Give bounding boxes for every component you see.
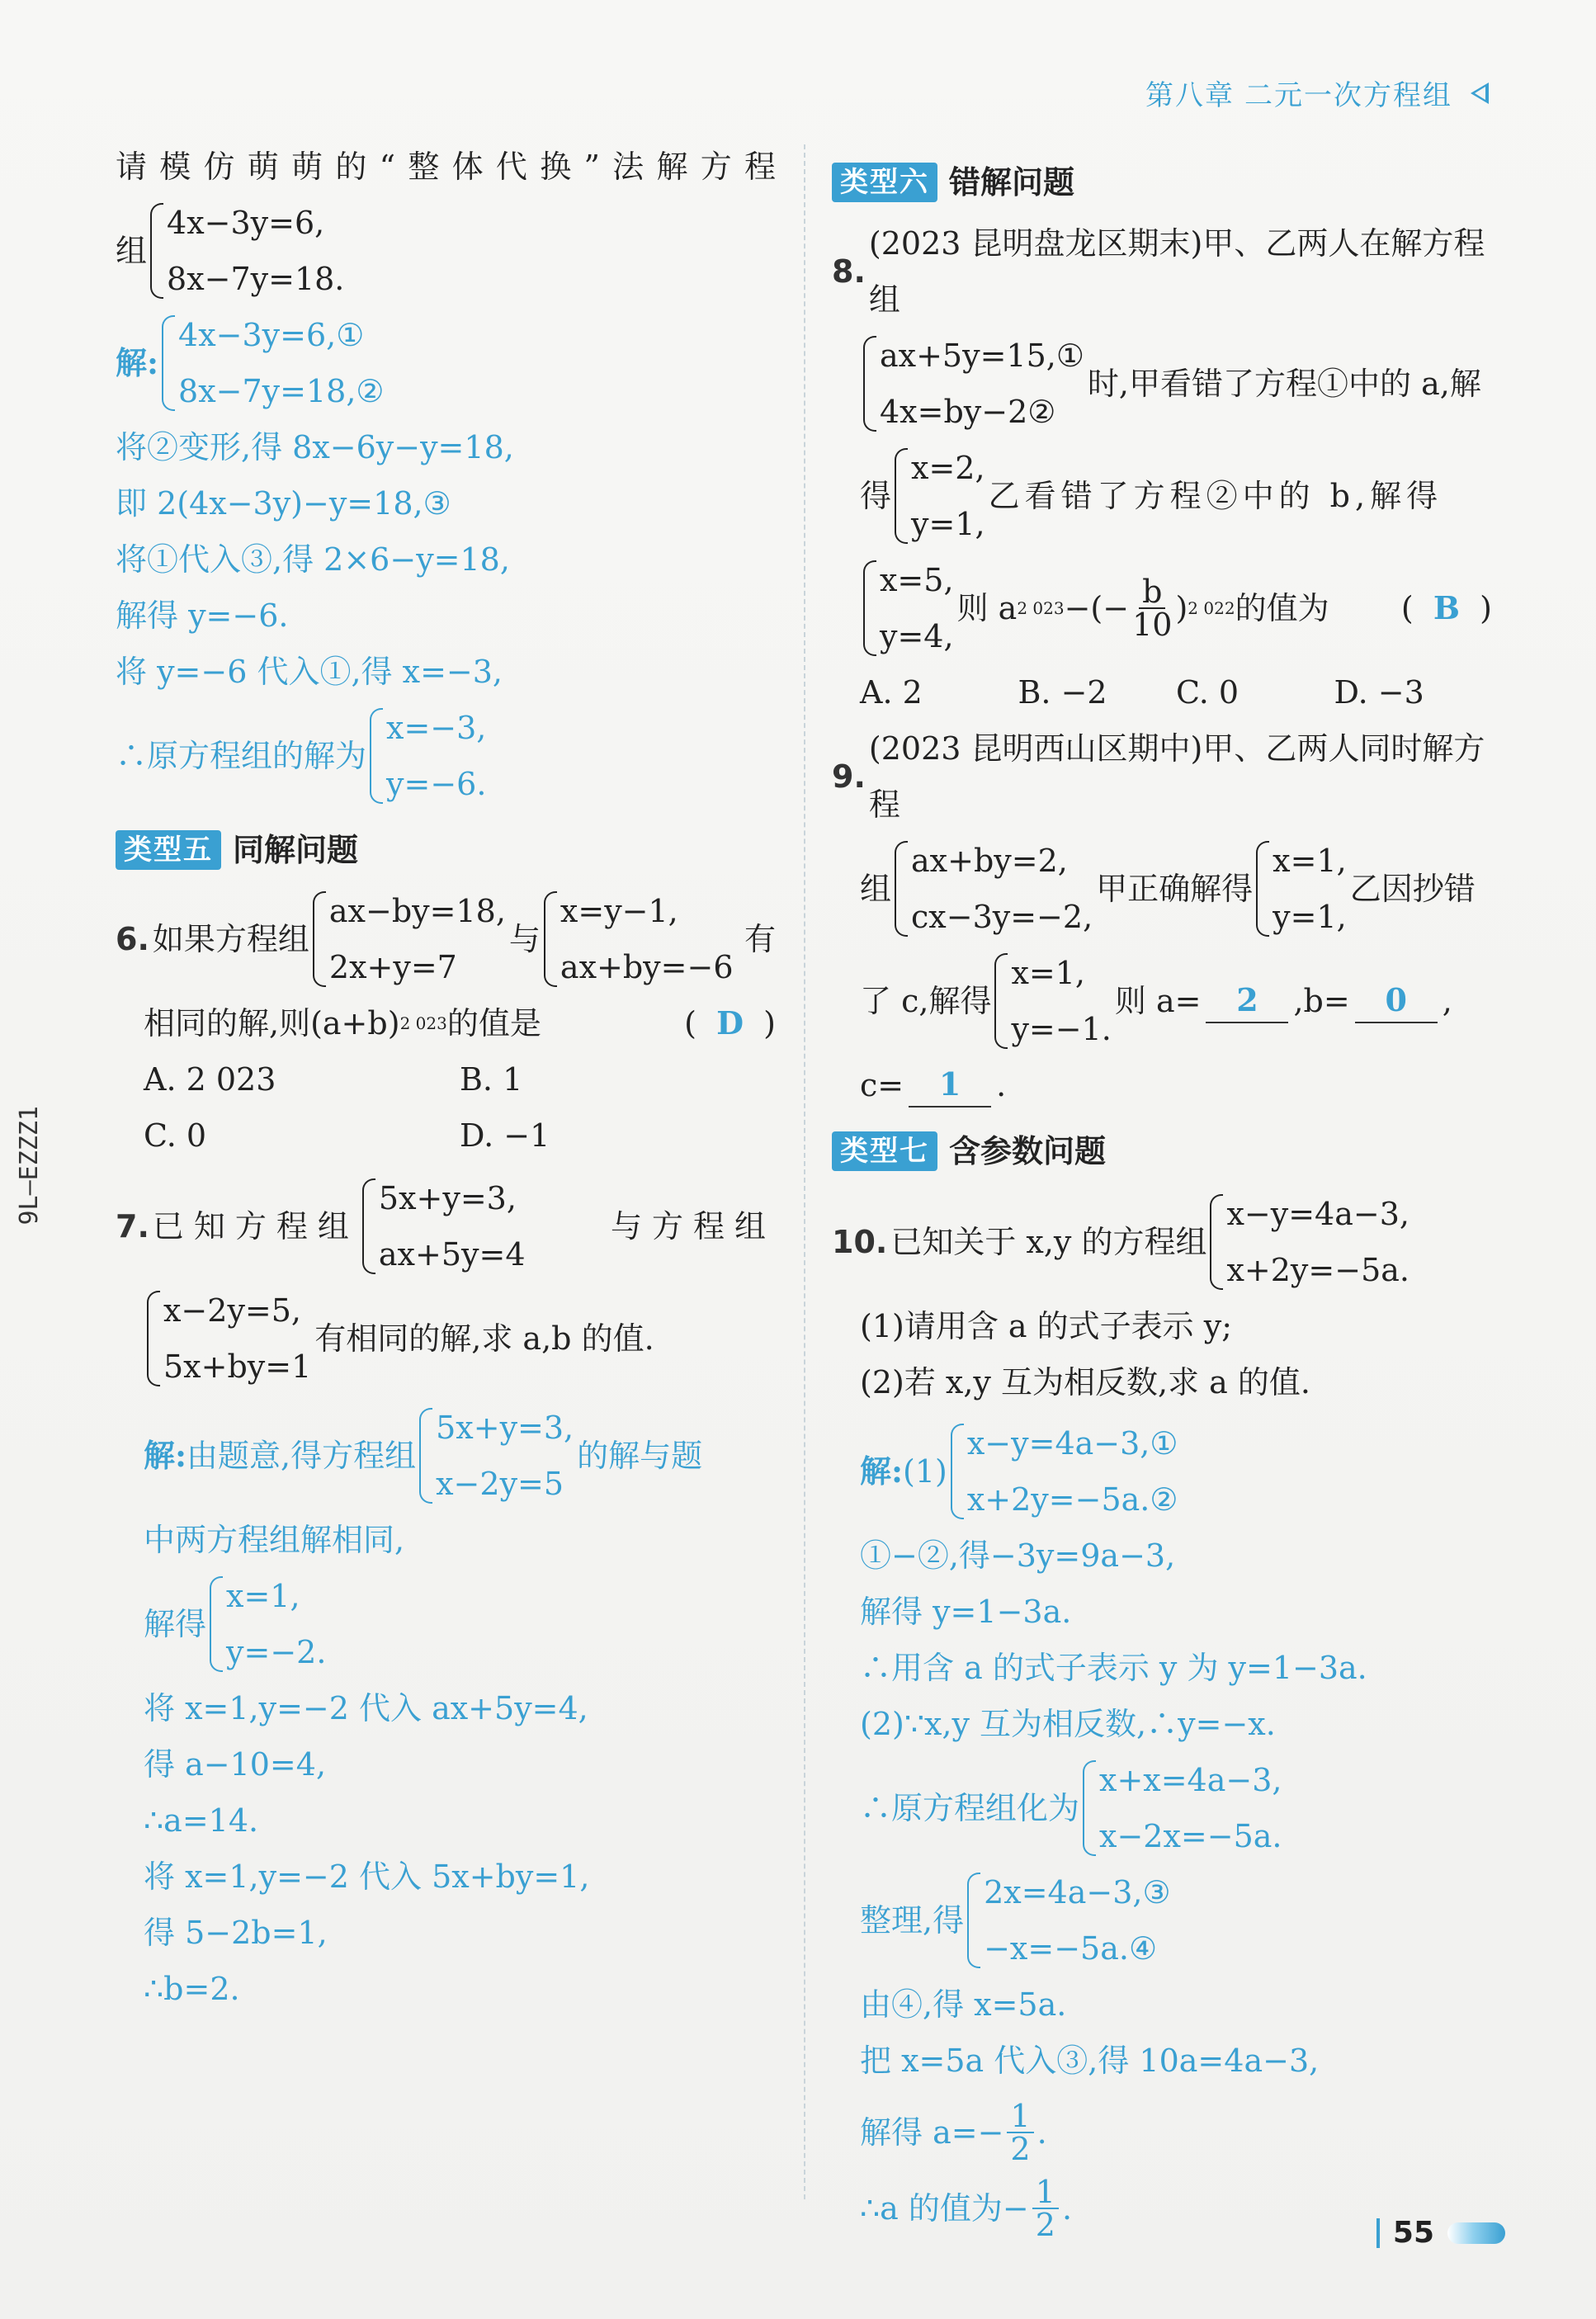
side-code: 9L—EZZZ1 <box>15 1106 44 1226</box>
section-badge: 类型七 <box>832 1131 937 1171</box>
solution-line: . <box>1036 2114 1047 2151</box>
right-column <box>832 144 1492 2241</box>
brace <box>895 448 908 544</box>
question-text: 的值是 <box>446 1005 541 1041</box>
question-text: 得 <box>860 478 892 514</box>
fraction: $\frac{1}{2}$ <box>1007 2100 1033 2165</box>
equation: x+2y=−5a.② <box>966 1481 1178 1518</box>
equation: x=−3, <box>386 710 487 746</box>
equation: x−2y=5, <box>163 1292 302 1329</box>
equation: 5x+y=3, <box>436 1410 574 1446</box>
question-9 <box>832 720 1492 1113</box>
section-name: 同解问题 <box>233 832 359 868</box>
option: D. −3 <box>1334 674 1424 711</box>
equation: ax−by=18, <box>328 893 506 929</box>
question-number: 6. <box>116 921 149 957</box>
option: B. −2 <box>1018 674 1107 711</box>
brace <box>1083 1760 1096 1856</box>
fraction: $\frac{b}{10}$ <box>1132 574 1173 643</box>
question-number: 7. <box>116 1208 149 1245</box>
equation: x=1, <box>1011 955 1085 991</box>
question-part: (1)请用含 a 的式子表示 y; <box>860 1308 1232 1344</box>
question-text: 的值为 <box>1235 590 1329 626</box>
solution-block <box>116 307 776 812</box>
equation: x=y−1, <box>560 893 678 929</box>
equation: x=5, <box>880 562 954 598</box>
section-name: 含参数问题 <box>949 1133 1107 1169</box>
answer: D <box>716 1004 744 1041</box>
intro-prefix: 组 <box>116 233 148 269</box>
question-text: −(− <box>1064 590 1130 626</box>
question-text: . <box>996 1067 1007 1103</box>
question-text: 相同的解,则(a+b) <box>144 1005 400 1041</box>
system <box>863 328 1084 440</box>
brace <box>895 841 908 937</box>
question-text: 了 c,解得 <box>860 983 992 1019</box>
question-text: 有相同的解,求 a,b 的值. <box>314 1320 654 1357</box>
equation: x−y=4a−3,① <box>966 1425 1178 1462</box>
brace <box>313 891 326 987</box>
system <box>895 440 985 552</box>
system <box>419 1400 574 1512</box>
system <box>1256 833 1347 945</box>
question-part: (2)若 x,y 互为相反数,求 a 的值. <box>860 1364 1310 1400</box>
solution-line: 解得 a=− <box>860 2114 1004 2151</box>
equation: 4x−3y=6, <box>167 205 325 241</box>
system <box>863 552 954 664</box>
exponent: 2 023 <box>1017 598 1065 618</box>
chapter-title: 二元一次方程组 <box>1244 79 1452 112</box>
equation: x=1, <box>226 1578 300 1614</box>
brace <box>967 1873 980 1968</box>
solution-line: 得 a−10=4, <box>144 1746 327 1783</box>
question-10 <box>832 1186 1492 2241</box>
brace <box>150 203 163 299</box>
solution-line: 解得 y=1−3a. <box>860 1594 1072 1630</box>
equation: y=1, <box>911 506 985 542</box>
solution-line: ∴a 的值为− <box>860 2190 1029 2227</box>
equation: ax+by=−6 <box>560 949 734 985</box>
brace <box>863 336 876 432</box>
question-text: 甲正确解得 <box>1096 871 1254 907</box>
section-badge: 类型六 <box>832 163 937 202</box>
question-text: ,b= <box>1293 983 1350 1019</box>
question-7 <box>116 1170 776 2017</box>
column-divider <box>804 144 805 2199</box>
option: A. 2 023 <box>144 1061 276 1098</box>
brace <box>1256 841 1269 937</box>
solution-line: 解得 y=−6. <box>116 597 289 634</box>
section-badge: 类型五 <box>116 830 221 870</box>
page-header <box>1145 73 1489 113</box>
section-title-6 <box>832 154 1492 210</box>
question-text: , <box>1442 983 1452 1019</box>
solution-line: 得 5−2b=1, <box>144 1915 328 1951</box>
question-text: 如果方程组 <box>152 921 309 957</box>
system <box>313 883 506 995</box>
brace <box>1210 1194 1223 1290</box>
section-name: 错解问题 <box>949 164 1075 201</box>
option: B. 1 <box>460 1061 523 1098</box>
question-text: ) <box>1175 590 1188 626</box>
final-solution-system <box>370 700 486 812</box>
brace <box>210 1576 223 1672</box>
equation: ax+by=2, <box>911 843 1068 879</box>
page-number: 55 <box>1392 2216 1434 2250</box>
footer-decoration-icon <box>1447 2222 1505 2244</box>
solution-line: 中两方程组解相同, <box>144 1522 405 1558</box>
equation: x−y=4a−3, <box>1226 1196 1409 1232</box>
solution-system <box>162 307 384 419</box>
system <box>147 1282 311 1395</box>
system <box>951 1415 1178 1528</box>
question-text: 乙因抄错 <box>1349 871 1476 907</box>
intro-system <box>150 195 344 307</box>
question-text: 已知关于 x,y 的方程组 <box>890 1224 1207 1260</box>
equation: x+2y=−5a. <box>1226 1252 1409 1288</box>
solution-line: . <box>1061 2190 1073 2227</box>
equation: 5x+y=3, <box>378 1180 517 1216</box>
solution-line: ∴用含 a 的式子表示 y 为 y=1−3a. <box>860 1650 1367 1686</box>
question-text: (2023 昆明盘龙区期末)甲、乙两人在解方程组 <box>868 225 1485 318</box>
question-number: 8. <box>832 253 866 290</box>
question-6 <box>116 883 776 1164</box>
equation: 2x+y=7 <box>328 949 457 985</box>
question-text: 乙看错了方程②中的 b,解得 <box>988 478 1443 514</box>
system <box>1083 1752 1282 1864</box>
solution-line: ①−②,得−3y=9a−3, <box>860 1537 1176 1574</box>
solution-line: ∴原方程组化为 <box>860 1790 1080 1826</box>
solution-line: 即 2(4x−3y)−y=18,③ <box>116 485 451 522</box>
exponent: 2 022 <box>1188 598 1235 618</box>
option: C. 0 <box>144 1117 207 1154</box>
system <box>544 883 734 995</box>
answer-paren: ( D ) <box>684 1004 776 1041</box>
question-8 <box>832 215 1492 720</box>
brace <box>994 953 1008 1049</box>
solution-line: 将②变形,得 8x−6y−y=18, <box>116 429 514 465</box>
equation: 8x−7y=18,② <box>178 373 385 409</box>
brace <box>951 1424 964 1519</box>
question-text: 与方程组 <box>610 1208 776 1245</box>
question-text: c= <box>860 1067 904 1103</box>
equation: y=−2. <box>226 1634 327 1670</box>
equation: ax+5y=15,① <box>880 338 1084 374</box>
left-column <box>116 139 776 2017</box>
solution-line: (2)∵x,y 互为相反数,∴y=−x. <box>860 1706 1276 1742</box>
equation: 4x−3y=6,① <box>178 317 365 353</box>
brace <box>362 1178 375 1274</box>
equation: y=4, <box>880 618 954 654</box>
option: C. 0 <box>1176 674 1239 711</box>
page-footer <box>1376 2216 1505 2250</box>
intro-line: 请模仿萌萌的“整体代换”法解方程 <box>116 149 776 185</box>
equation: ax+5y=4 <box>378 1236 526 1273</box>
option: A. 2 <box>860 674 923 711</box>
question-number: 10. <box>832 1224 888 1260</box>
system <box>967 1864 1170 1977</box>
equation: y=1, <box>1273 899 1347 935</box>
solution-label: 解: <box>144 1437 187 1474</box>
solution-line: (1) <box>903 1453 947 1490</box>
answer-blank-c: 1 <box>909 1063 991 1108</box>
system <box>1210 1186 1409 1298</box>
triangle-left-icon <box>1471 83 1489 104</box>
system <box>210 1568 326 1680</box>
question-text: 与 <box>508 921 541 957</box>
equation: 8x−7y=18. <box>167 261 345 297</box>
system <box>362 1170 526 1282</box>
question-number: 9. <box>832 758 866 795</box>
answer: B <box>1433 589 1461 626</box>
brace <box>370 708 383 804</box>
q7-solution <box>116 1400 776 2017</box>
question-text: 则 a <box>956 590 1018 626</box>
equation: 2x=4a−3,③ <box>984 1874 1171 1910</box>
equation: y=−1. <box>1011 1011 1112 1047</box>
answer-blank-b: 0 <box>1355 979 1438 1023</box>
equation: cx−3y=−2, <box>911 899 1093 935</box>
solution-line: 解得 <box>144 1606 207 1642</box>
equation: −x=−5a.④ <box>984 1930 1158 1967</box>
exponent: 2 023 <box>399 1013 447 1033</box>
question-text: 则 a= <box>1114 983 1202 1019</box>
brace <box>544 891 557 987</box>
solution-line: ∴原方程组的解为 <box>116 738 367 774</box>
question-text: 有 <box>744 921 776 957</box>
question-text: 已知方程组 <box>152 1208 359 1245</box>
section-title-5 <box>116 822 776 878</box>
system <box>994 945 1111 1057</box>
question-text: (2023 昆明西山区期中)甲、乙两人同时解方程 <box>868 730 1485 823</box>
equation: x−2y=5 <box>436 1466 564 1502</box>
equation: x−2x=−5a. <box>1099 1818 1282 1854</box>
solution-line: 由题意,得方程组 <box>187 1438 417 1474</box>
system <box>895 833 1093 945</box>
question-text: 组 <box>860 871 892 907</box>
chapter-label: 第八章 <box>1145 79 1235 112</box>
intro-system-row <box>116 195 776 307</box>
solution-label: 解: <box>116 344 159 381</box>
fraction: $\frac{1}{2}$ <box>1032 2176 1059 2241</box>
solution-line: 将 x=1,y=−2 代入 ax+5y=4, <box>144 1690 588 1726</box>
solution-line: ∴b=2. <box>144 1971 240 2007</box>
brace <box>147 1291 160 1386</box>
equation: x=1, <box>1273 843 1347 879</box>
solution-line: 将①代入③,得 2×6−y=18, <box>116 541 510 578</box>
solution-label: 解: <box>860 1452 904 1490</box>
solution-line: 的解与题 <box>577 1438 703 1474</box>
answer-blank-a: 2 <box>1206 979 1288 1023</box>
q10-solution <box>832 1415 1492 2241</box>
solution-line: ∴a=14. <box>144 1802 259 1839</box>
question-text: 时,甲看错了方程①中的 a,解 <box>1087 366 1481 402</box>
equation: 4x=by−2② <box>880 394 1056 430</box>
equation: 5x+by=1 <box>163 1348 312 1385</box>
solution-line: 由④,得 x=5a. <box>860 1986 1067 2023</box>
solution-line: 将 y=−6 代入①,得 x=−3, <box>116 654 503 690</box>
brace <box>162 315 175 411</box>
brace <box>863 560 876 656</box>
footer-bar <box>1376 2218 1380 2248</box>
section-title-7 <box>832 1123 1492 1179</box>
equation: x=2, <box>911 450 985 486</box>
solution-line: 整理,得 <box>860 1902 965 1939</box>
answer-paren: ( B ) <box>1400 589 1492 626</box>
solution-line: 把 x=5a 代入③,得 10a=4a−3, <box>860 2043 1320 2079</box>
equation: y=−6. <box>386 766 487 802</box>
equation: x+x=4a−3, <box>1099 1762 1282 1798</box>
option: D. −1 <box>460 1117 550 1154</box>
brace <box>419 1408 432 1504</box>
solution-line: 将 x=1,y=−2 代入 5x+by=1, <box>144 1859 590 1895</box>
